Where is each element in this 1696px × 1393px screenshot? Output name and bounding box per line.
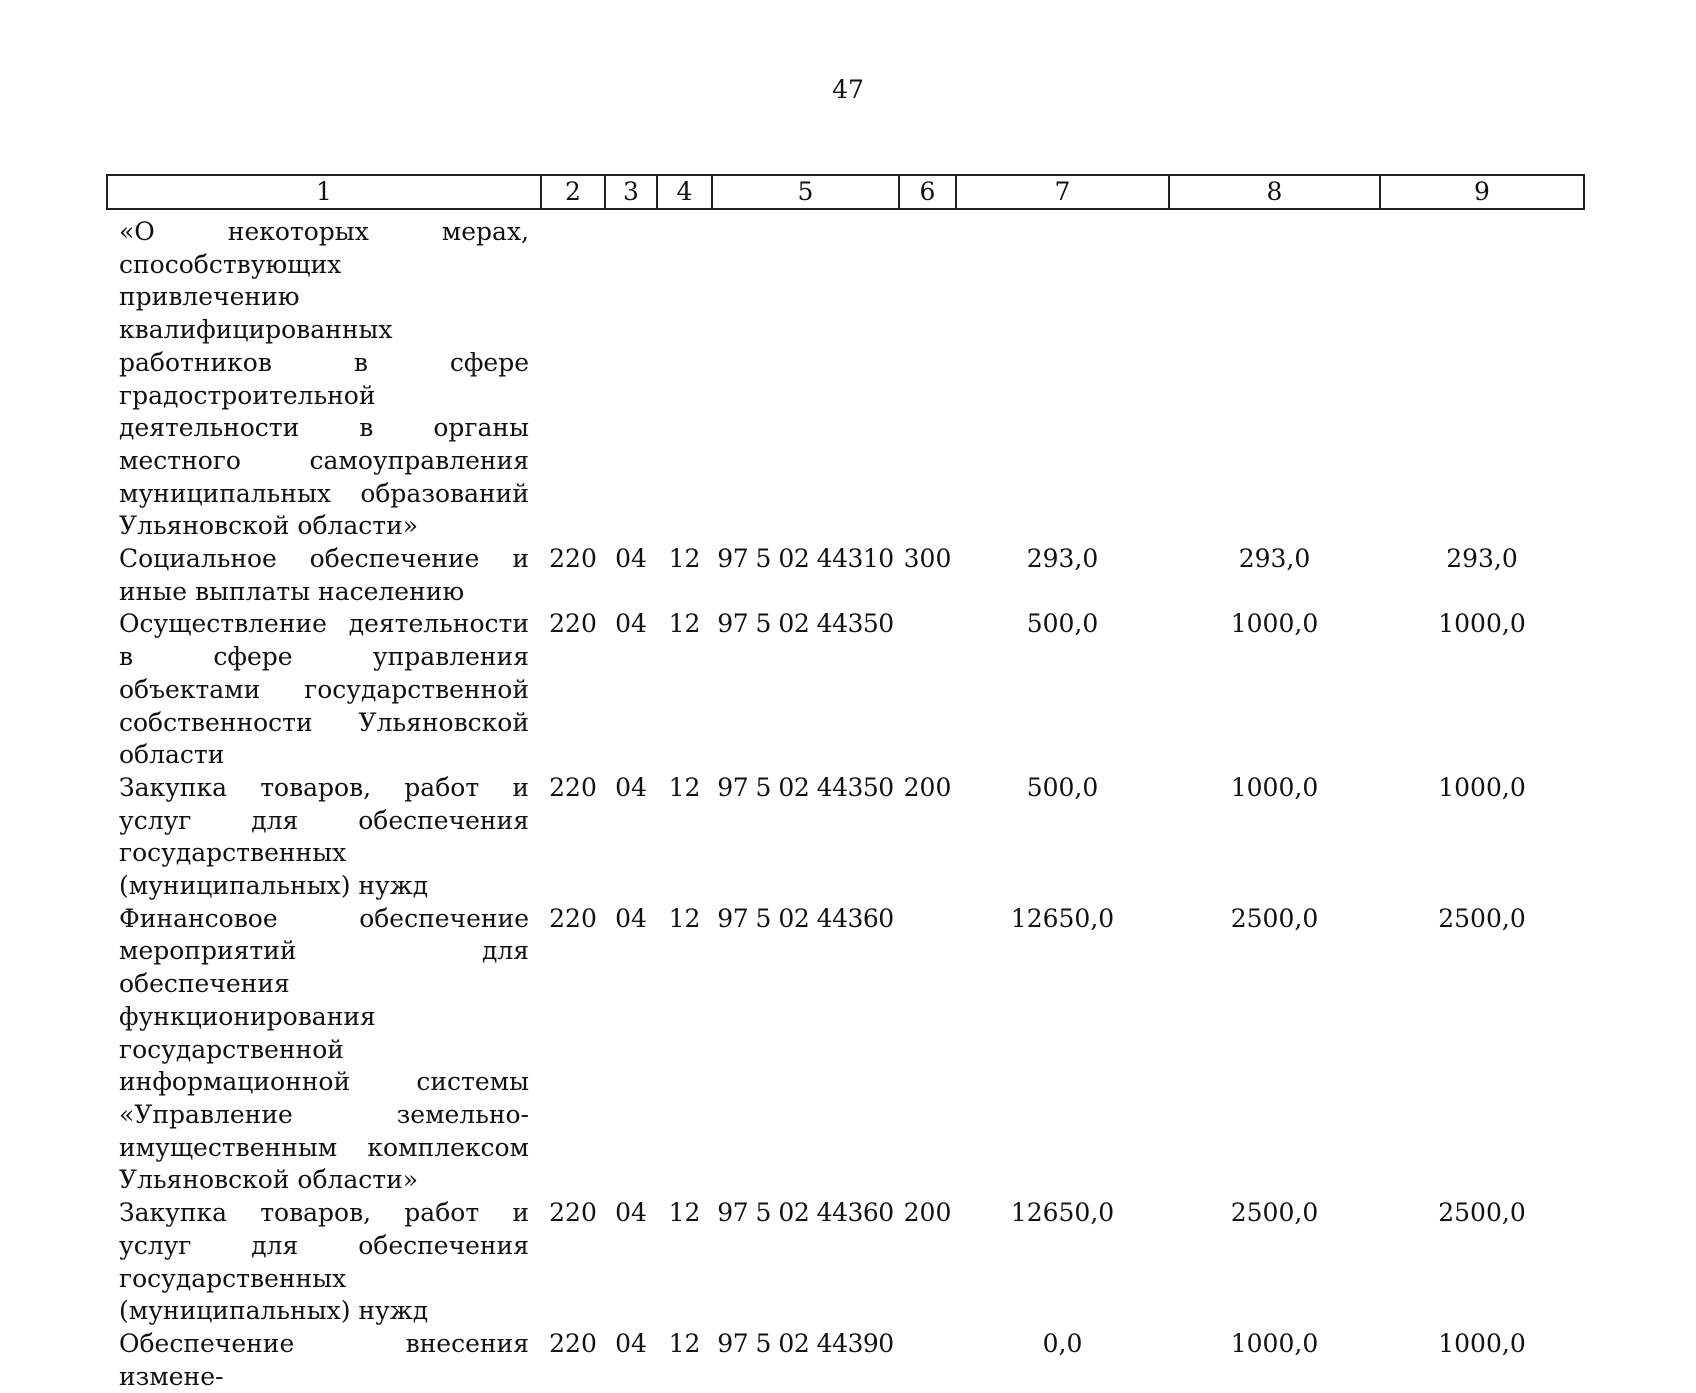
amount-col8-cell bbox=[1169, 209, 1380, 543]
section-cell: 04 bbox=[615, 544, 647, 574]
target-article-cell: 97 5 02 44350 bbox=[717, 609, 894, 639]
page-number: 47 bbox=[832, 75, 864, 104]
admin-code-cell: 220 bbox=[549, 1198, 597, 1228]
header-row bbox=[107, 175, 1584, 209]
amount-col9-cell bbox=[1380, 209, 1584, 543]
subsection-cell: 12 bbox=[668, 544, 701, 574]
table-row bbox=[107, 903, 1584, 1197]
row-name-cell: Закупка товаров, работ и услуг для обеспечения государственных (муниципальных) нужд bbox=[119, 772, 529, 901]
amount-col8-cell: 1000,0 bbox=[1230, 772, 1319, 802]
section-cell: 04 bbox=[615, 903, 647, 933]
row-name-cell: Финансовое обеспечение мероприятий для обеспечения функционирования государственной информационной системы «Управление земельно-имущественным комплексом Ульяновской области» bbox=[119, 903, 529, 1195]
expense-type-cell bbox=[899, 209, 956, 543]
expense-type-cell bbox=[899, 1328, 956, 1393]
amount-col7-cell bbox=[956, 209, 1169, 543]
subsection-cell bbox=[657, 209, 712, 543]
amount-col7-cell: 500,0 bbox=[1026, 772, 1099, 802]
table-row bbox=[107, 772, 1584, 903]
target-article-cell: 97 5 02 44360 bbox=[717, 1198, 894, 1228]
amount-col9-cell: 1000,0 bbox=[1438, 772, 1526, 802]
row-name-cell: Закупка товаров, работ и услуг для обеспечения государственных (муниципальных) нужд bbox=[119, 1198, 529, 1326]
expense-type-cell: 200 bbox=[903, 772, 952, 802]
amount-col8-cell: 1000,0 bbox=[1230, 609, 1319, 639]
amount-col9-cell: 1000,0 bbox=[1438, 609, 1526, 639]
amount-col8-cell: 2500,0 bbox=[1230, 903, 1319, 933]
target-article-cell: 97 5 02 44360 bbox=[717, 903, 894, 933]
expense-type-cell: 300 bbox=[903, 544, 952, 574]
amount-col9-cell: 2500,0 bbox=[1438, 1198, 1526, 1228]
amount-col8-cell: 2500,0 bbox=[1230, 1198, 1319, 1228]
table-row bbox=[107, 1328, 1584, 1393]
column-header-4: 4 bbox=[657, 175, 712, 209]
section-cell: 04 bbox=[615, 772, 647, 802]
subsection-cell: 12 bbox=[668, 1198, 701, 1228]
subsection-cell: 12 bbox=[668, 903, 701, 933]
amount-col7-cell: 500,0 bbox=[1026, 609, 1099, 639]
subsection-cell: 12 bbox=[668, 1328, 701, 1358]
column-header-5: 5 bbox=[712, 175, 899, 209]
section-cell bbox=[605, 209, 657, 543]
section-cell: 04 bbox=[615, 1198, 647, 1228]
target-article-cell bbox=[712, 209, 899, 543]
column-header-9: 9 bbox=[1380, 175, 1584, 209]
row-name-cell: «О некоторых мерах, способствующих привлечению квалифицированных работников в сфере градостроительной деятельности в органы местного самоуправления муниципальных образований Ульяновской области» bbox=[119, 217, 529, 541]
admin-code-cell bbox=[541, 209, 605, 543]
subsection-cell: 12 bbox=[668, 609, 701, 639]
amount-col7-cell: 293,0 bbox=[1026, 544, 1099, 574]
amount-col7-cell: 0,0 bbox=[1042, 1328, 1083, 1358]
target-article-cell: 97 5 02 44350 bbox=[717, 772, 894, 802]
row-name-cell: Обеспечение внесения измене- bbox=[119, 1328, 529, 1391]
admin-code-cell: 220 bbox=[549, 903, 597, 933]
admin-code-cell: 220 bbox=[549, 1328, 597, 1358]
table-row bbox=[107, 209, 1584, 543]
target-article-cell: 97 5 02 44390 bbox=[717, 1328, 894, 1358]
row-name-cell: Осуществление деятельности в сфере управления объектами государственной собственности Ульяновской области bbox=[119, 609, 529, 770]
table-row bbox=[107, 543, 1584, 608]
subsection-cell: 12 bbox=[668, 772, 701, 802]
column-header-1: 1 bbox=[107, 175, 541, 209]
admin-code-cell: 220 bbox=[549, 544, 597, 574]
amount-col8-cell: 293,0 bbox=[1238, 544, 1311, 574]
admin-code-cell: 220 bbox=[549, 609, 597, 639]
column-header-8: 8 bbox=[1169, 175, 1380, 209]
budget-table bbox=[106, 174, 1585, 1393]
amount-col8-cell: 1000,0 bbox=[1230, 1328, 1319, 1358]
column-header-3: 3 bbox=[605, 175, 657, 209]
expense-type-cell bbox=[899, 608, 956, 772]
column-header-7: 7 bbox=[956, 175, 1169, 209]
admin-code-cell: 220 bbox=[549, 772, 597, 802]
table-row bbox=[107, 1197, 1584, 1328]
amount-col7-cell: 12650,0 bbox=[1010, 1198, 1115, 1228]
expense-type-cell bbox=[899, 903, 956, 1197]
target-article-cell: 97 5 02 44310 bbox=[717, 544, 894, 574]
table-row bbox=[107, 608, 1584, 772]
expense-type-cell: 200 bbox=[903, 1198, 952, 1228]
amount-col9-cell: 2500,0 bbox=[1438, 903, 1526, 933]
column-header-2: 2 bbox=[541, 175, 605, 209]
section-cell: 04 bbox=[615, 1328, 647, 1358]
section-cell: 04 bbox=[615, 609, 647, 639]
column-header-6: 6 bbox=[899, 175, 956, 209]
amount-col9-cell: 293,0 bbox=[1446, 544, 1518, 574]
amount-col9-cell: 1000,0 bbox=[1438, 1328, 1526, 1358]
amount-col7-cell: 12650,0 bbox=[1010, 903, 1115, 933]
row-name-cell: Социальное обеспечение и иные выплаты населению bbox=[119, 544, 529, 606]
